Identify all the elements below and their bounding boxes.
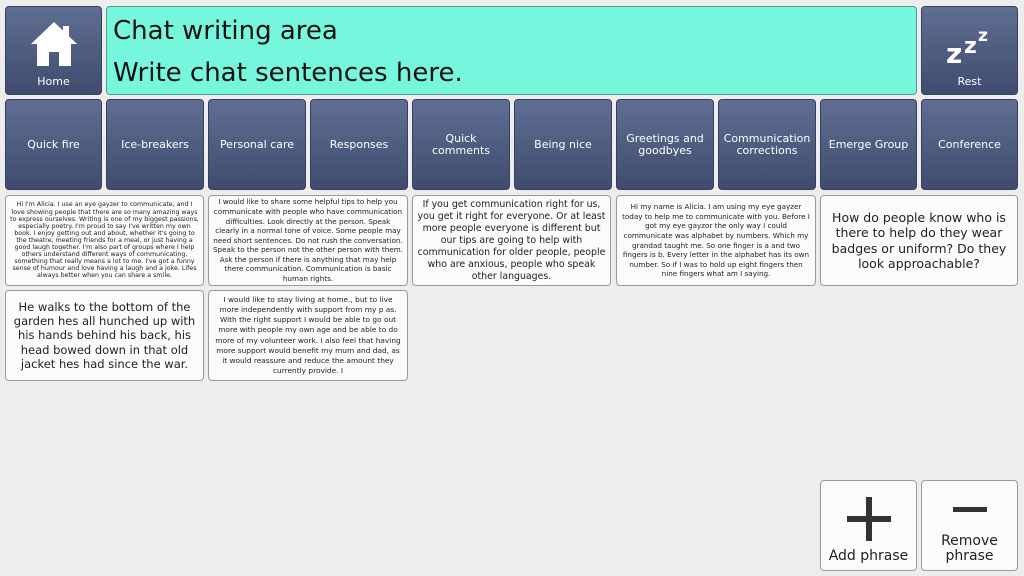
chat-writing-area[interactable]	[106, 6, 917, 95]
phrase-tile[interactable]	[208, 290, 408, 381]
phrase-tile[interactable]	[208, 195, 408, 286]
category-label: Greetings and goodbyes	[626, 131, 704, 157]
category-quick-fire[interactable]	[5, 99, 102, 190]
category-being-nice[interactable]	[514, 99, 612, 190]
category-personal-care[interactable]	[208, 99, 306, 190]
add-phrase-label: Add phrase	[828, 548, 909, 564]
category-label: Quick fire	[27, 137, 80, 151]
phrase-tile[interactable]	[820, 195, 1018, 286]
category-label: Quick comments	[432, 131, 490, 157]
category-conference[interactable]	[921, 99, 1018, 190]
rest-label: Rest	[957, 75, 982, 88]
category-communication-corrections[interactable]	[718, 99, 816, 190]
phrase-text: Hi my name is Alicia. I am using my eye gayzer today to help me to communicate with you. Before I got my eye gayzor the only way I could communicate was alphabet by numbers. Which my grandad taught me. So one finger is a and two fingers is b. Every letter in the alphabet has its own number. So if I was to hold up eight fingers then nine fingers what am I saying.	[622, 202, 810, 279]
svg-text:z: z	[963, 33, 977, 59]
category-label: Emerge Group	[828, 137, 909, 151]
minus-icon	[953, 506, 987, 514]
category-label: Personal care	[219, 137, 295, 151]
home-button[interactable]	[5, 6, 102, 95]
phrase-text: I would like to share some helpful tips to help you communicate with people who have communication difficulties. Look directly at the person. Speak clearly in a normal tone of voice. Some people may need short sentences. Do not rush the conversation. Speak to the person not the other person with them. Ask the person if there is anything that may help there communication. Communication is basic human rights.	[213, 197, 404, 284]
category-emerge-group[interactable]	[820, 99, 917, 190]
phrase-tile[interactable]	[5, 290, 204, 381]
chat-title: Chat writing area	[113, 16, 338, 46]
phrase-text: How do people know who is there to help do they wear badges or uniform? Do they look approachable?	[831, 209, 1007, 271]
category-ice-breakers[interactable]	[106, 99, 204, 190]
phrase-tile[interactable]	[5, 195, 204, 286]
house-icon	[29, 20, 79, 68]
category-responses[interactable]	[310, 99, 408, 190]
category-greetings-and-goodbyes[interactable]	[616, 99, 714, 190]
category-label: Ice-breakers	[121, 137, 189, 151]
category-label: Conference	[938, 137, 1001, 151]
add-phrase-button[interactable]	[820, 480, 917, 571]
phrase-text: Hi I'm Alicia. I use an eye gayzer to communicate, and I love showing people that there are so many amazing ways to express ourselves. Writing is one of my biggest passions, especially poetry. I'm proud to say I've written my own book. I enjoy getting out and about, whether it's going to the theatre, meeting friends for a meal, or just having a good laugh together. I'm also part of groups where I help others understand different ways of communicating, something that really means a lot to me. I've got a funny sense of humour and love having a laugh and a joke. Lifes always better when you can share a smile.	[10, 201, 199, 280]
svg-text:z: z	[945, 36, 962, 67]
category-label: Being nice	[534, 137, 592, 151]
rest-button[interactable]	[921, 6, 1018, 95]
phrase-tile[interactable]	[412, 195, 611, 286]
phrase-text: He walks to the bottom of the garden hes all hunched up with his hands behind his back, his head bowed down in that old jacket hes had since the war.	[13, 299, 196, 371]
category-quick-comments[interactable]	[412, 99, 510, 190]
plus-icon	[847, 497, 891, 541]
sleep-zzz-icon	[944, 23, 996, 67]
home-label: Home	[37, 75, 70, 88]
phrase-tile[interactable]	[616, 195, 816, 286]
phrase-text: I would like to stay living at home., but to live more independently with support from my p as. With the right support I would be able to go out more with people my own age and be able to do more of my volunteer work. I also feel that having more support would benefit my mum and dad, as it would reassure and reduce the amount they currently provide. I	[215, 294, 401, 376]
chat-placeholder: Write chat sentences here.	[113, 58, 463, 88]
category-label: Responses	[329, 137, 389, 151]
svg-text:z: z	[977, 25, 988, 46]
category-label: Communication corrections	[723, 131, 811, 157]
remove-phrase-label: Remove phrase	[941, 533, 998, 564]
phrase-text: If you get communication right for us, you get it right for everyone. Or at least more people everyone is different but our tips are going to help with communication for older people, people who are anxious, people who speak other languages.	[417, 198, 606, 282]
remove-phrase-button[interactable]	[921, 480, 1018, 571]
